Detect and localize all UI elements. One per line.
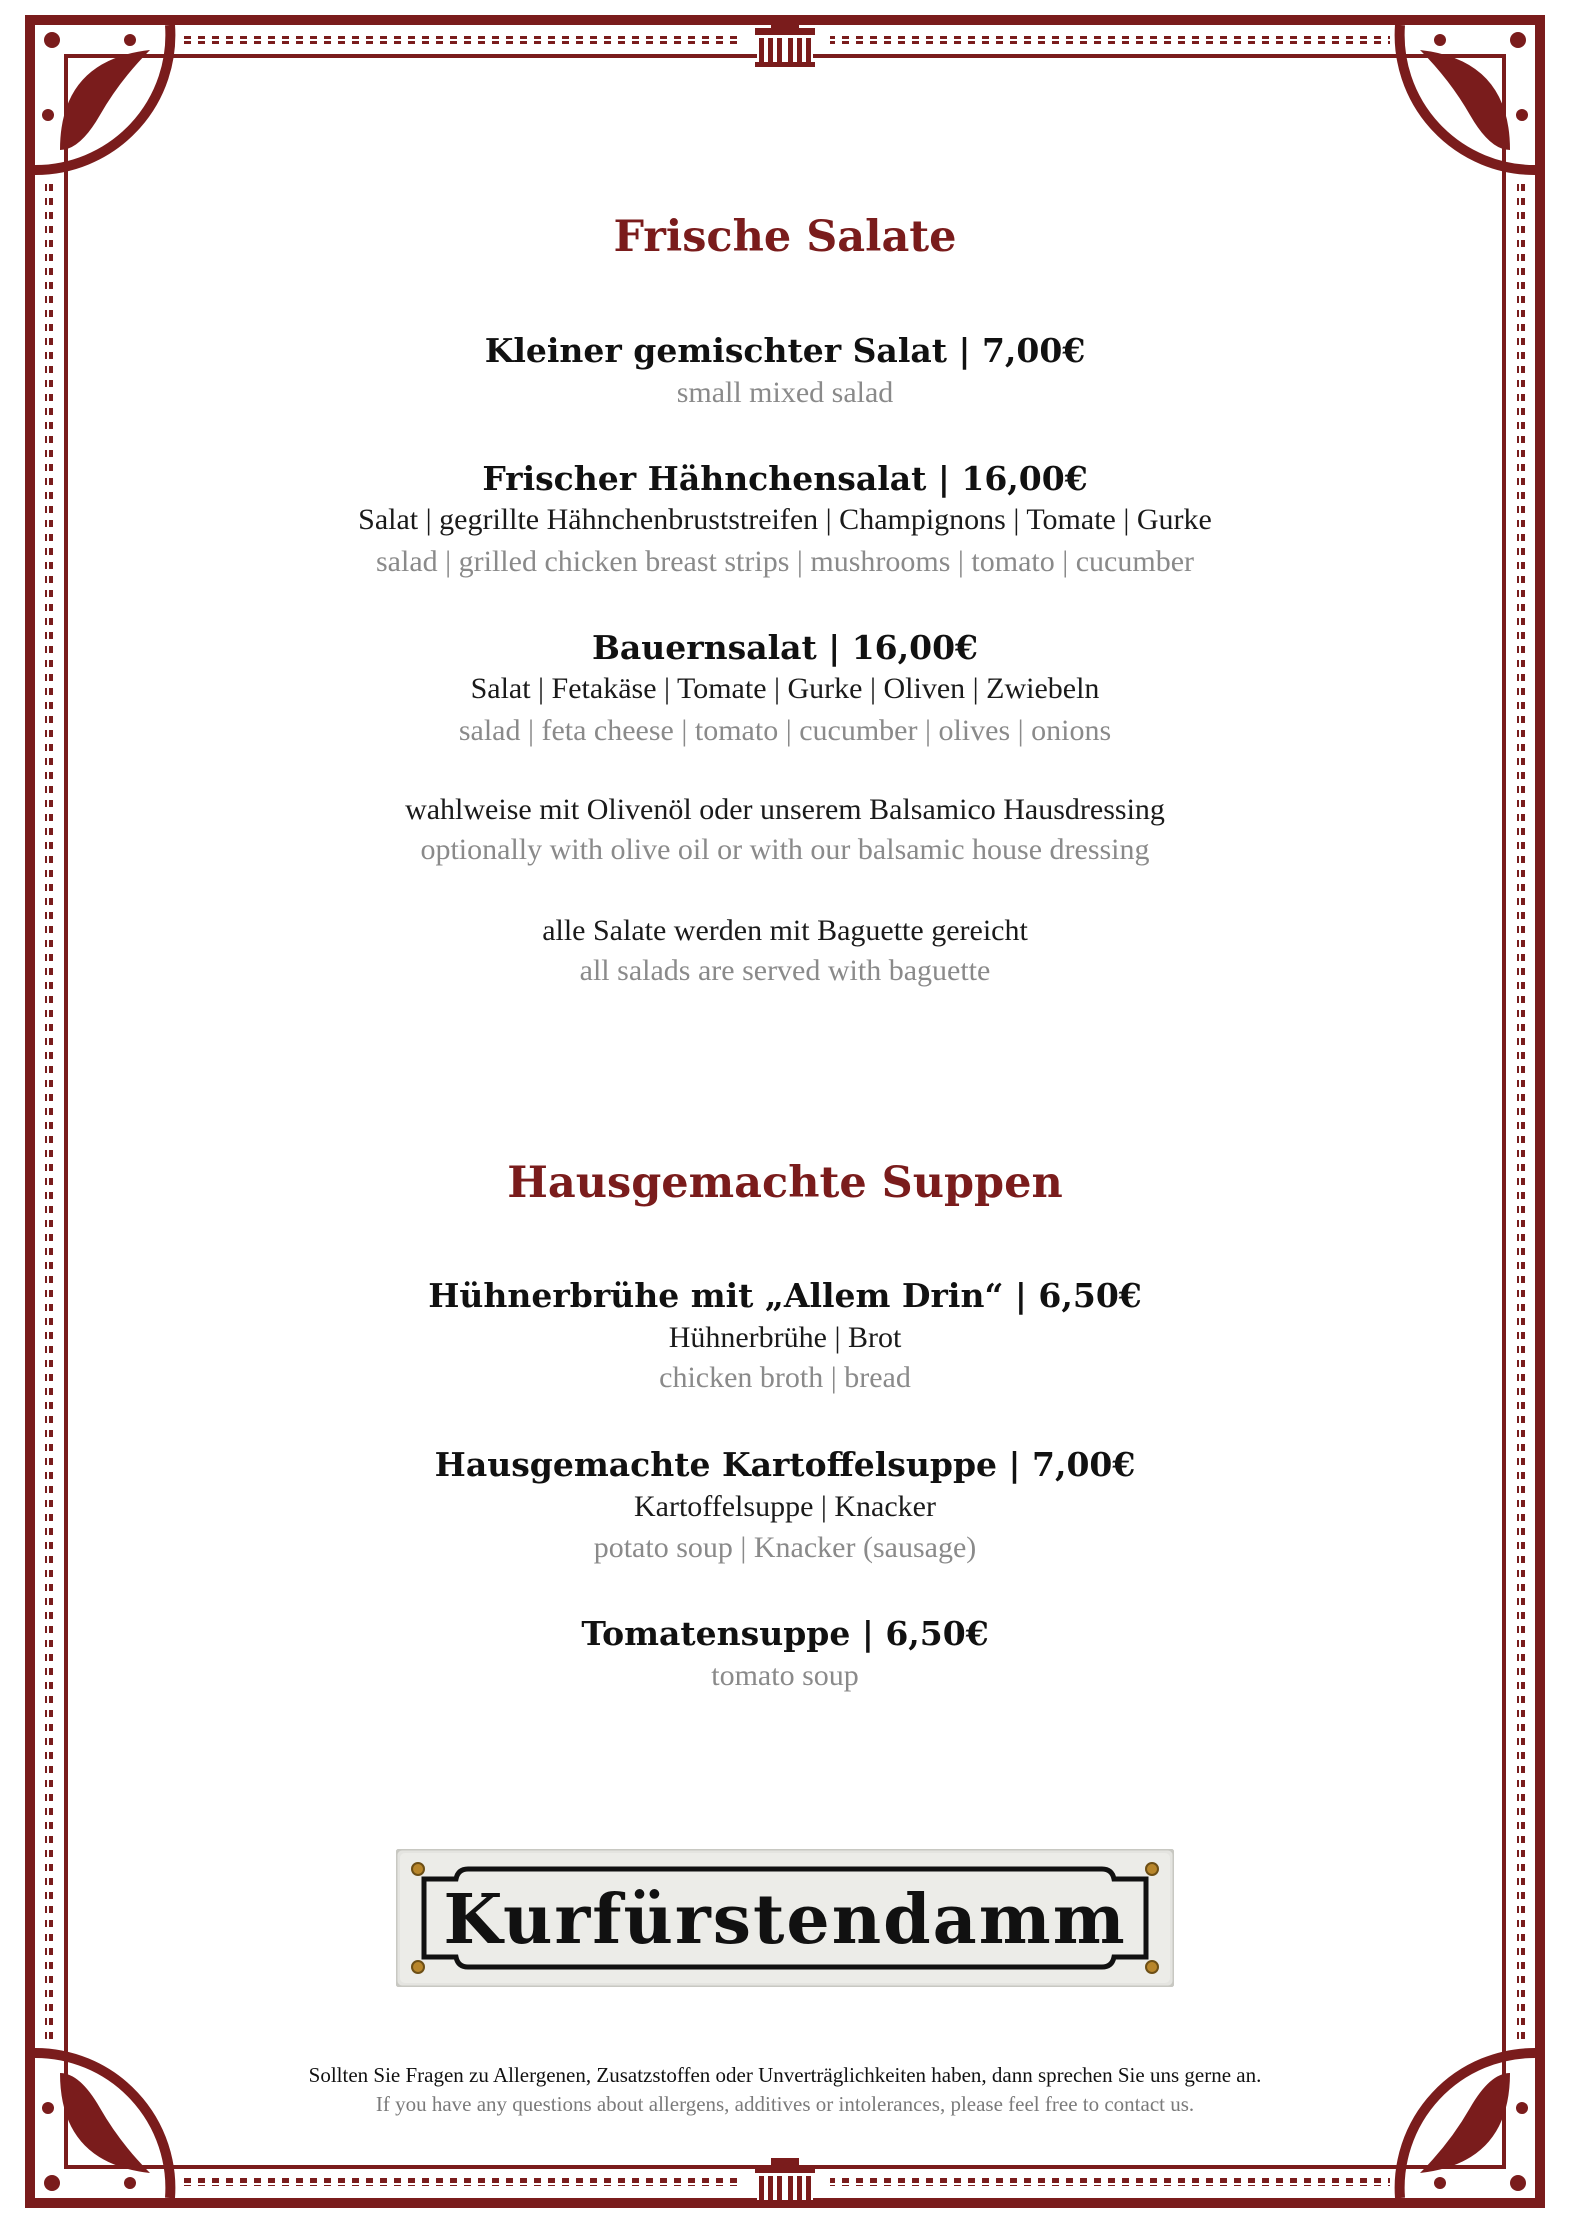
footer-allergen-note-de: Sollten Sie Fragen zu Allergenen, Zusatzstoffen oder Unverträglichkeiten haben, dann sprechen Sie uns gerne an.	[308, 2063, 1262, 2087]
corner-ornament-top-right	[1400, 25, 1535, 170]
brandenburg-gate-icon-top	[755, 20, 815, 67]
salad-dressing-note-de: wahlweise mit Olivenöl oder unserem Balsamico Hausdressing	[405, 793, 1165, 826]
item-description-en: small mixed salad	[676, 376, 894, 409]
item-title: Kleiner gemischter Salat | 7,00€	[484, 331, 1086, 370]
salad-baguette-note-en: all salads are served with baguette	[579, 954, 991, 987]
item-title: Hausgemachte Kartoffelsuppe | 7,00€	[434, 1445, 1136, 1484]
item-description-en: tomato soup	[711, 1659, 859, 1692]
street-sign-text: Kurfürstendamm	[443, 1880, 1127, 1960]
corner-ornament-top-left	[35, 25, 170, 170]
item-description-en: potato soup | Knacker (sausage)	[593, 1531, 977, 1564]
salad-dressing-note-en: optionally with olive oil or with our balsamic house dressing	[420, 833, 1150, 866]
street-sign-image	[396, 1849, 1174, 1987]
item-description-de: Kartoffelsuppe | Knacker	[634, 1490, 936, 1523]
item-description-de: Hühnerbrühe | Brot	[668, 1321, 902, 1354]
item-description-de: Salat | gegrillte Hähnchenbruststreifen | Champignons | Tomate | Gurke	[358, 503, 1212, 536]
section-title-salads: Frische Salate	[613, 212, 957, 262]
item-title: Tomatensuppe | 6,50€	[581, 1614, 989, 1653]
item-title: Hühnerbrühe mit „Allem Drin“ | 6,50€	[428, 1276, 1142, 1315]
item-title: Frischer Hähnchensalat | 16,00€	[482, 459, 1088, 498]
item-title: Bauernsalat | 16,00€	[591, 628, 979, 667]
item-description-en: salad | grilled chicken breast strips | mushrooms | tomato | cucumber	[376, 545, 1194, 578]
footer-allergen-note-en: If you have any questions about allergens, additives or intolerances, please feel free to contact us.	[375, 2092, 1195, 2116]
item-description-de: Salat | Fetakäse | Tomate | Gurke | Oliven | Zwiebeln	[470, 672, 1100, 705]
item-description-en: salad | feta cheese | tomato | cucumber | olives | onions	[458, 714, 1112, 747]
salad-baguette-note-de: alle Salate werden mit Baguette gereicht	[542, 914, 1028, 947]
section-title-soups: Hausgemachte Suppen	[507, 1158, 1063, 1208]
item-description-en: chicken broth | bread	[659, 1361, 911, 1394]
